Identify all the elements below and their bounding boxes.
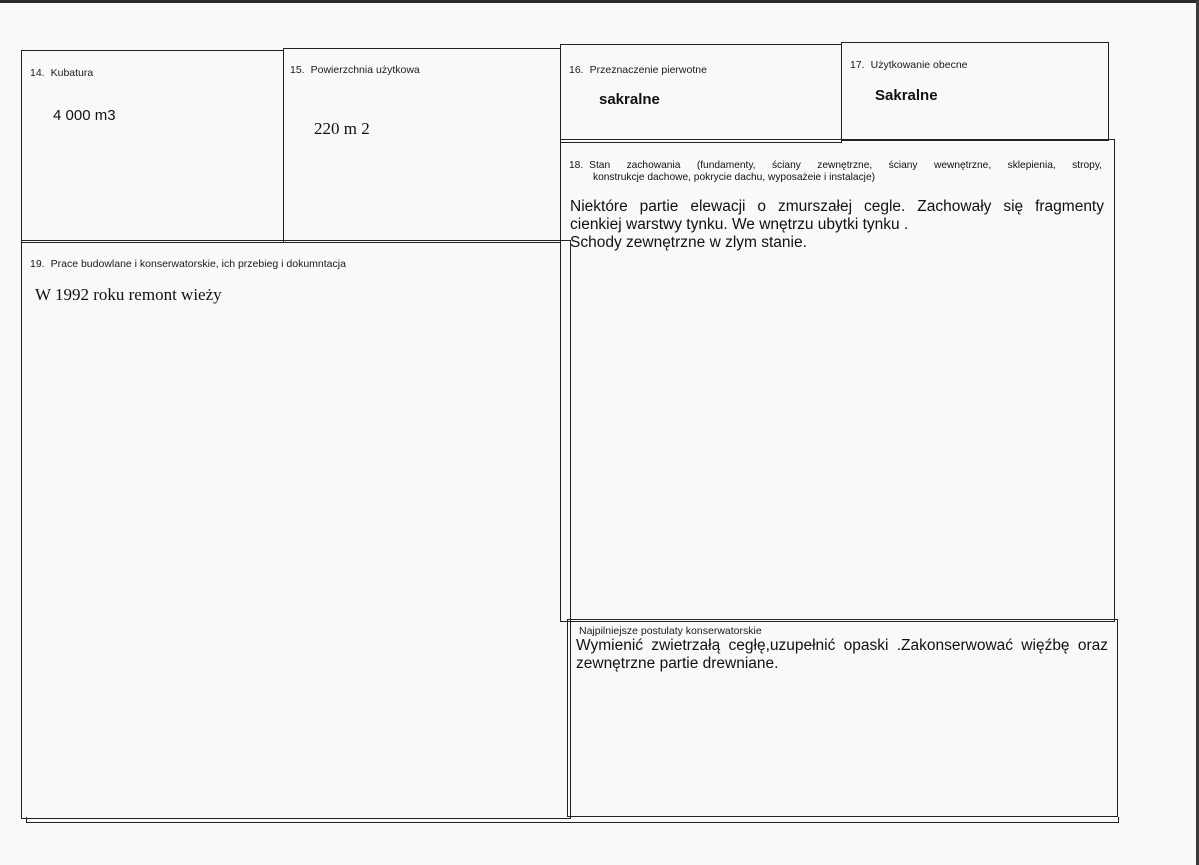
- przeznaczenie-label-text: Przeznaczenie pierwotne: [589, 64, 707, 76]
- przeznaczenie-label: [569, 64, 707, 76]
- kubatura-value: 4 000 m3: [53, 107, 116, 124]
- prace-value: W 1992 roku remont wieży: [35, 285, 222, 304]
- powierzchnia-value: 220 m 2: [314, 119, 370, 138]
- uzytkowanie-number: 17.: [850, 59, 865, 71]
- stan-line: Niektóre partie elewacji o zmurszałej cegle. Zachowały się fragmenty: [570, 198, 1104, 215]
- uzytkowanie-value: Sakralne: [875, 87, 938, 104]
- przeznaczenie-cell: [560, 44, 842, 143]
- stan-label-cont: konstrukcje dachowe, pokrycie dachu, wyposażeie i instalacje): [593, 172, 875, 183]
- postulaty-cell: [567, 619, 1118, 817]
- stan-label: [569, 160, 1102, 184]
- stan-label-text: Stan zachowania (fundamenty, ściany zewnętrzne, ściany wewnętrzne, sklepienia, stropy,: [589, 160, 1102, 171]
- prace-label: [30, 258, 346, 270]
- stan-text: [570, 198, 1104, 252]
- prace-cell: [21, 240, 571, 819]
- uzytkowanie-label: [850, 59, 968, 71]
- powierzchnia-number: 15.: [290, 64, 305, 76]
- kubatura-label-text: Kubatura: [50, 67, 94, 79]
- stan-line: cienkiej warstwy tynku. We wnętrzu ubytki tynku .: [570, 216, 909, 233]
- postulaty-label: Najpilniejsze postulaty konserwatorskie: [579, 625, 762, 637]
- outer-frame-bottom: [26, 817, 1119, 823]
- powierzchnia-label-text: Powierzchnia użytkowa: [310, 64, 420, 76]
- prace-label-text: Prace budowlane i konserwatorskie, ich przebieg i dokumntacja: [50, 258, 346, 270]
- kubatura-cell: [21, 50, 284, 243]
- uzytkowanie-label-text: Użytkowanie obecne: [870, 59, 968, 71]
- stan-line: Schody zewnętrzne w zlym stanie.: [570, 234, 807, 251]
- przeznaczenie-value: sakralne: [599, 91, 660, 108]
- prace-number: 19.: [30, 258, 45, 270]
- stan-cell: [560, 139, 1115, 622]
- przeznaczenie-number: 16.: [569, 64, 584, 76]
- kubatura-label: [30, 67, 93, 79]
- scan-edge-top: [0, 0, 1199, 3]
- kubatura-number: 14.: [30, 67, 45, 79]
- uzytkowanie-cell: [841, 42, 1109, 141]
- powierzchnia-label: [290, 64, 420, 76]
- postulaty-line: zewnętrzne partie drewniane.: [576, 655, 779, 672]
- postulaty-text: [576, 637, 1108, 673]
- postulaty-line: Wymienić zwietrzałą cegłę,uzupełnić opaski .Zakonserwować więźbę oraz: [576, 637, 1108, 654]
- powierzchnia-cell: [283, 48, 561, 243]
- stan-number: 18.: [569, 160, 584, 171]
